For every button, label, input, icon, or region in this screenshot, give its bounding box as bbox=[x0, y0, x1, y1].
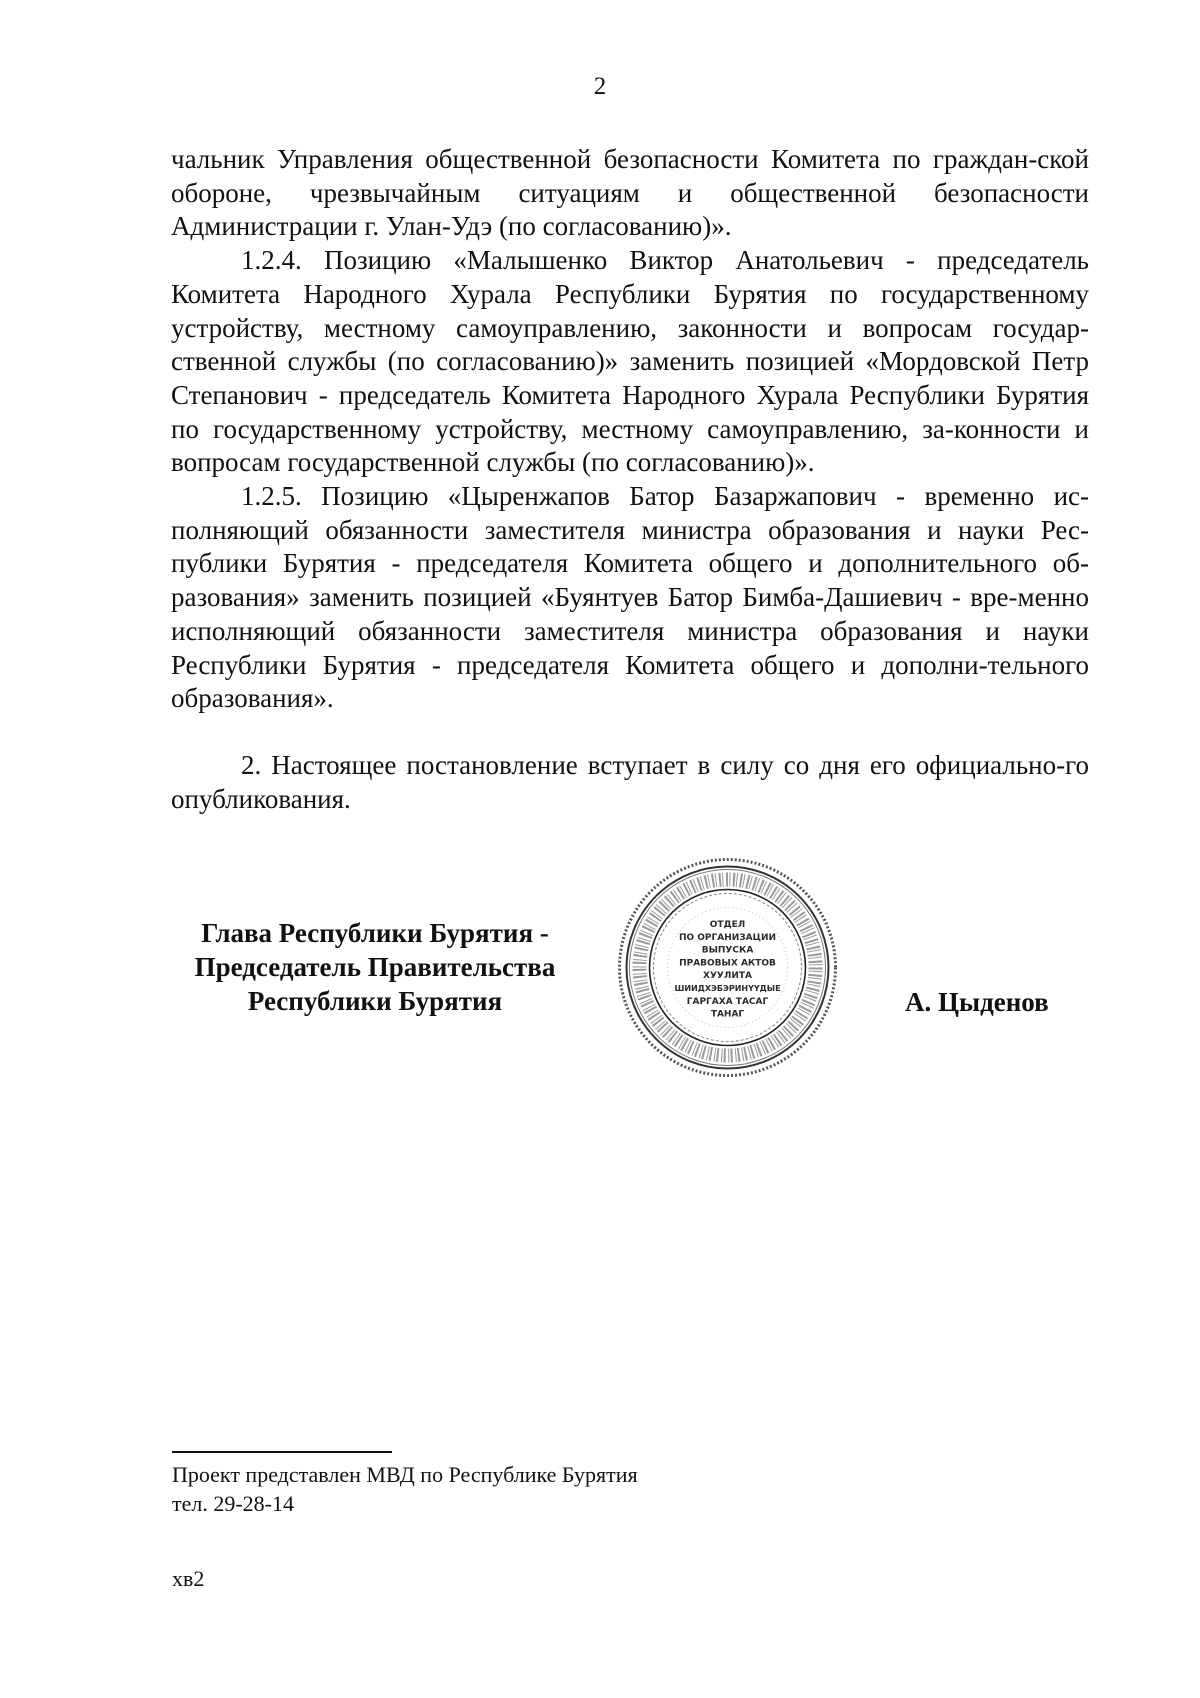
seal-text-line: ПО ОРГАНИЗАЦИИ bbox=[678, 932, 777, 943]
seal-text-line: ОТДЕЛ bbox=[709, 920, 746, 930]
seal-text-line: ГАРГАХА ТАСАГ bbox=[686, 996, 769, 1007]
seal-text-line: ХУУЛИТА bbox=[703, 971, 752, 982]
footnote-divider bbox=[172, 1451, 392, 1453]
seal-text-line: ШИИДХЭБЭРИНҮҮДЫЕ bbox=[674, 984, 781, 993]
paragraph-1-2-5: 1.2.5. Позицию «Цыренжапов Батор Базаржапович - временно ис-полняющий обязанности заместителя министра образования и науки Рес-публики Бурятия - председателя Комитета общего и дополнительного об-разования» заменить позицией «Буянтуев Батор Бимба-Дашиевич - вре-менно исполняющий обязанности заместителя министра образования и науки Республики Бурятия - председателя Комитета общего и дополни-тельного образования». bbox=[171, 481, 1089, 714]
signatory-title-line: Председатель Правительства bbox=[194, 952, 556, 982]
seal-text-line: ВЫПУСКА bbox=[701, 945, 754, 956]
paragraph-continuation: чальник Управления общественной безопасности Комитета по граждан-ской обороне, чрезвычайным ситуациям и общественной безопасности Администрации г. Улан-Удэ (по согласованию)». bbox=[171, 144, 1089, 242]
paragraph-2: 2. Настоящее постановление вступает в силу со дня его официально-го опубликования. bbox=[171, 749, 1089, 814]
official-seal bbox=[615, 855, 840, 1080]
signatory-name: А. Цыденов bbox=[905, 987, 1049, 1017]
signatory-title-line: Глава Республики Бурятия - bbox=[201, 918, 549, 948]
document-body bbox=[171, 143, 1089, 816]
page-number: 2 bbox=[593, 73, 607, 100]
footnote-line: тел. 29-28-14 bbox=[172, 1491, 295, 1516]
signatory-title bbox=[170, 916, 580, 1018]
footnote-line: Проект представлен МВД по Республике Бурятия bbox=[172, 1462, 638, 1487]
document-code: хв2 bbox=[172, 1566, 205, 1591]
seal-text-line: ТАНАГ bbox=[710, 1009, 745, 1020]
signatory-title-line: Республики Бурятия bbox=[247, 986, 503, 1016]
footnote bbox=[172, 1460, 638, 1518]
seal-text-line: ПРАВОВЫХ АКТОВ bbox=[679, 958, 776, 969]
paragraph-1-2-4: 1.2.4. Позицию «Малышенко Виктор Анатольевич - председатель Комитета Народного Хурала Республики Бурятия по государственному устройству, местному самоуправлению, законности и вопросам государ-ственной службы (по согласованию)» заменить позицией «Мордовской Петр Степанович - председатель Комитета Народного Хурала Республики Бурятия по государственному устройству, местному самоуправлению, за-конности и вопросам государственной службы (по согласованию)». bbox=[171, 245, 1089, 478]
official-seal-graphic bbox=[615, 855, 840, 1080]
